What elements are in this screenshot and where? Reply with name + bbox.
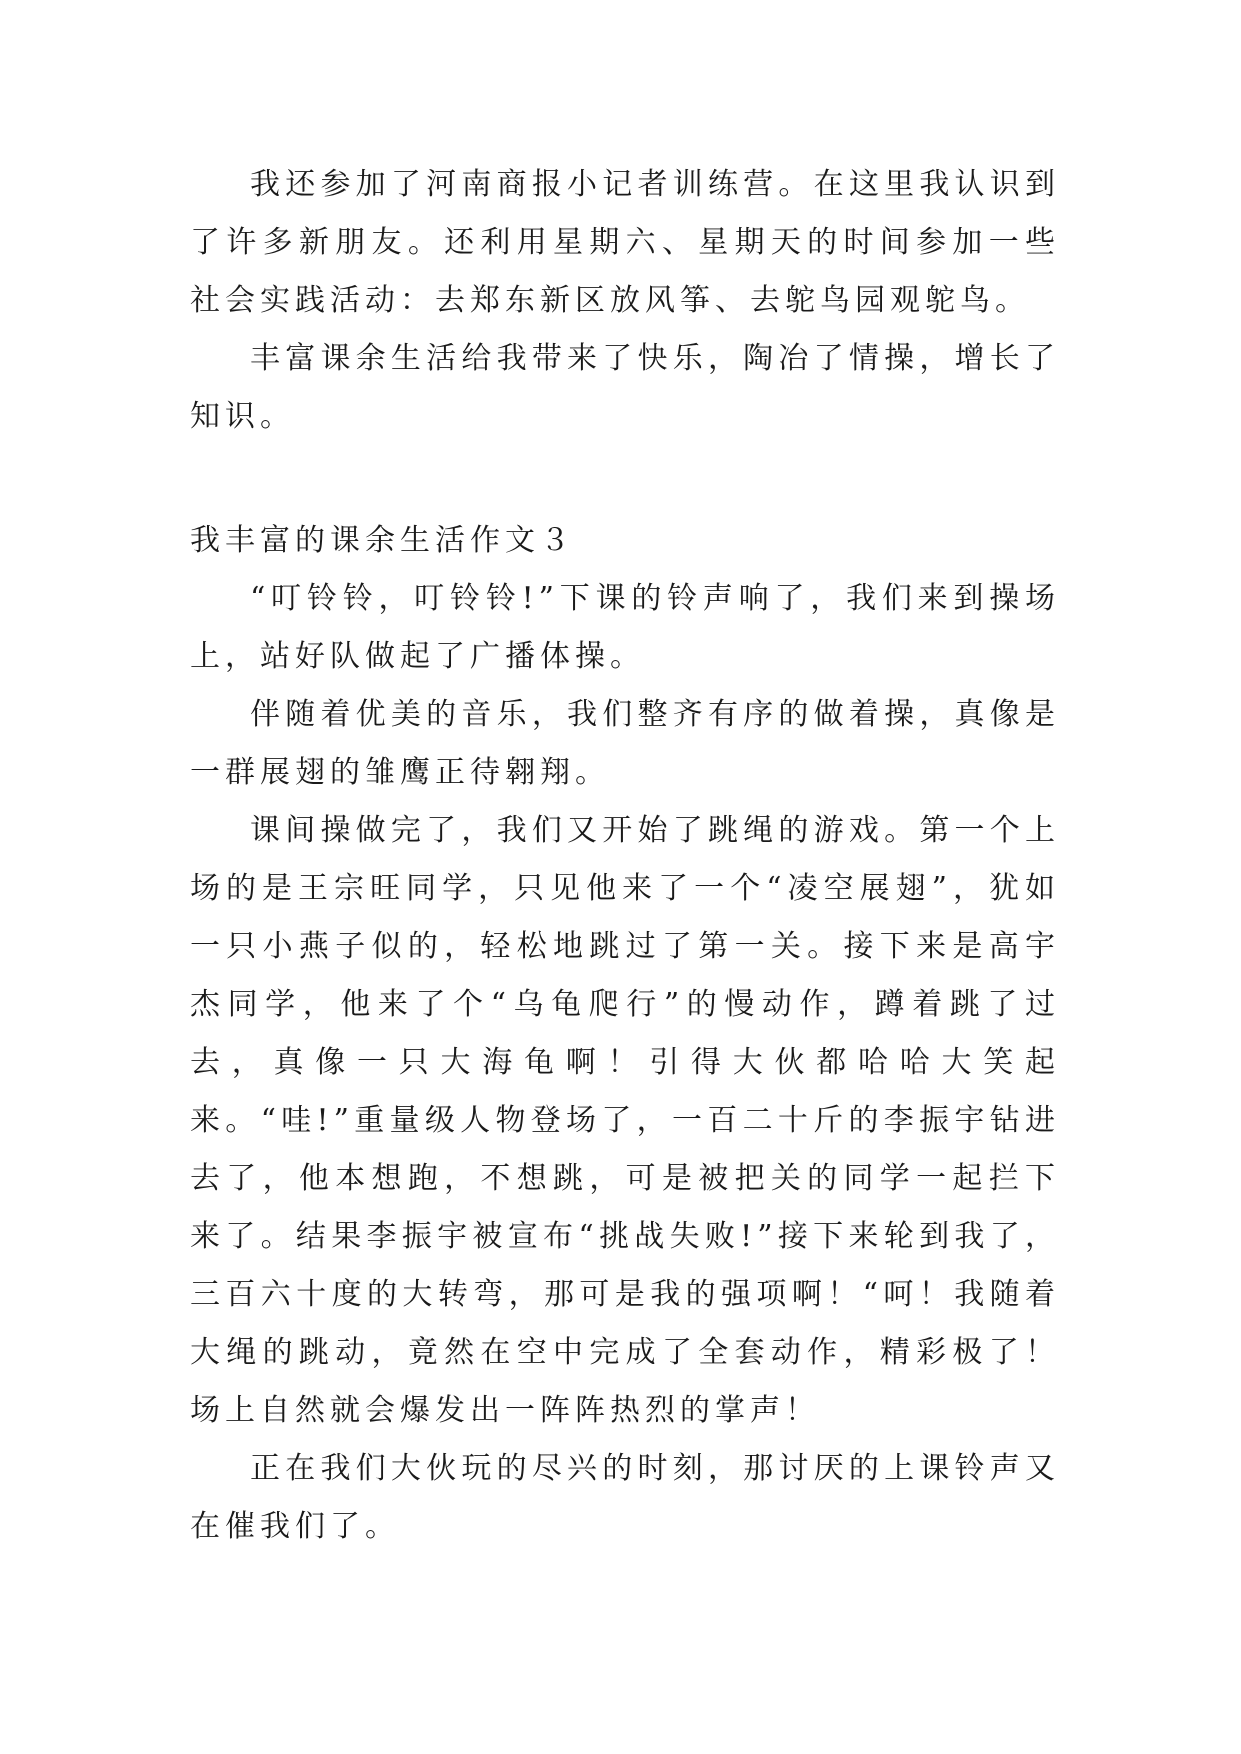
paragraph: 正在我们大伙玩的尽兴的时刻，那讨厌的上课铃声又在催我们了。	[190, 1451, 1060, 1544]
paragraph: 丰富课余生活给我带来了快乐，陶冶了情操，增长了知识。	[190, 341, 1060, 434]
paragraph: 我还参加了河南商报小记者训练营。在这里我认识到了许多新朋友。还利用星期六、星期天的时间参加一些社会实践活动：去郑东新区放风筝、去鸵鸟园观鸵鸟。	[190, 167, 1060, 318]
essay-title: 我丰富的课余生活作文３	[190, 523, 575, 558]
paragraph: 伴随着优美的音乐，我们整齐有序的做着操，真像是一群展翅的雏鹰正待翱翔。	[190, 697, 1060, 790]
paragraph: 课间操做完了，我们又开始了跳绳的游戏。第一个上场的是王宗旺同学，只见他来了一个“凌空展翅”，犹如一只小燕子似的，轻松地跳过了第一关。接下来是高宇杰同学，他来了个“乌龟爬行”的慢动作，蹲着跳了过去，真像一只大海龟啊！引得大伙都哈哈大笑起来。“哇!”重量级人物登场了，一百二十斤的李振宇钻进去了，他本想跑，不想跳，可是被把关的同学一起拦下来了。结果李振宇被宣布“挑战失败!”接下来轮到我了，三百六十度的大转弯，那可是我的强项啊！“呵！我随着大绳的跳动，竟然在空中完成了全套动作，精彩极了！场上自然就会爆发出一阵阵热烈的掌声！	[190, 813, 1060, 1428]
essay-section-2	[190, 512, 1060, 1556]
paragraph: “叮铃铃，叮铃铃!”下课的铃声响了，我们来到操场上，站好队做起了广播体操。	[190, 581, 1060, 674]
essay-section-1	[190, 156, 1060, 446]
